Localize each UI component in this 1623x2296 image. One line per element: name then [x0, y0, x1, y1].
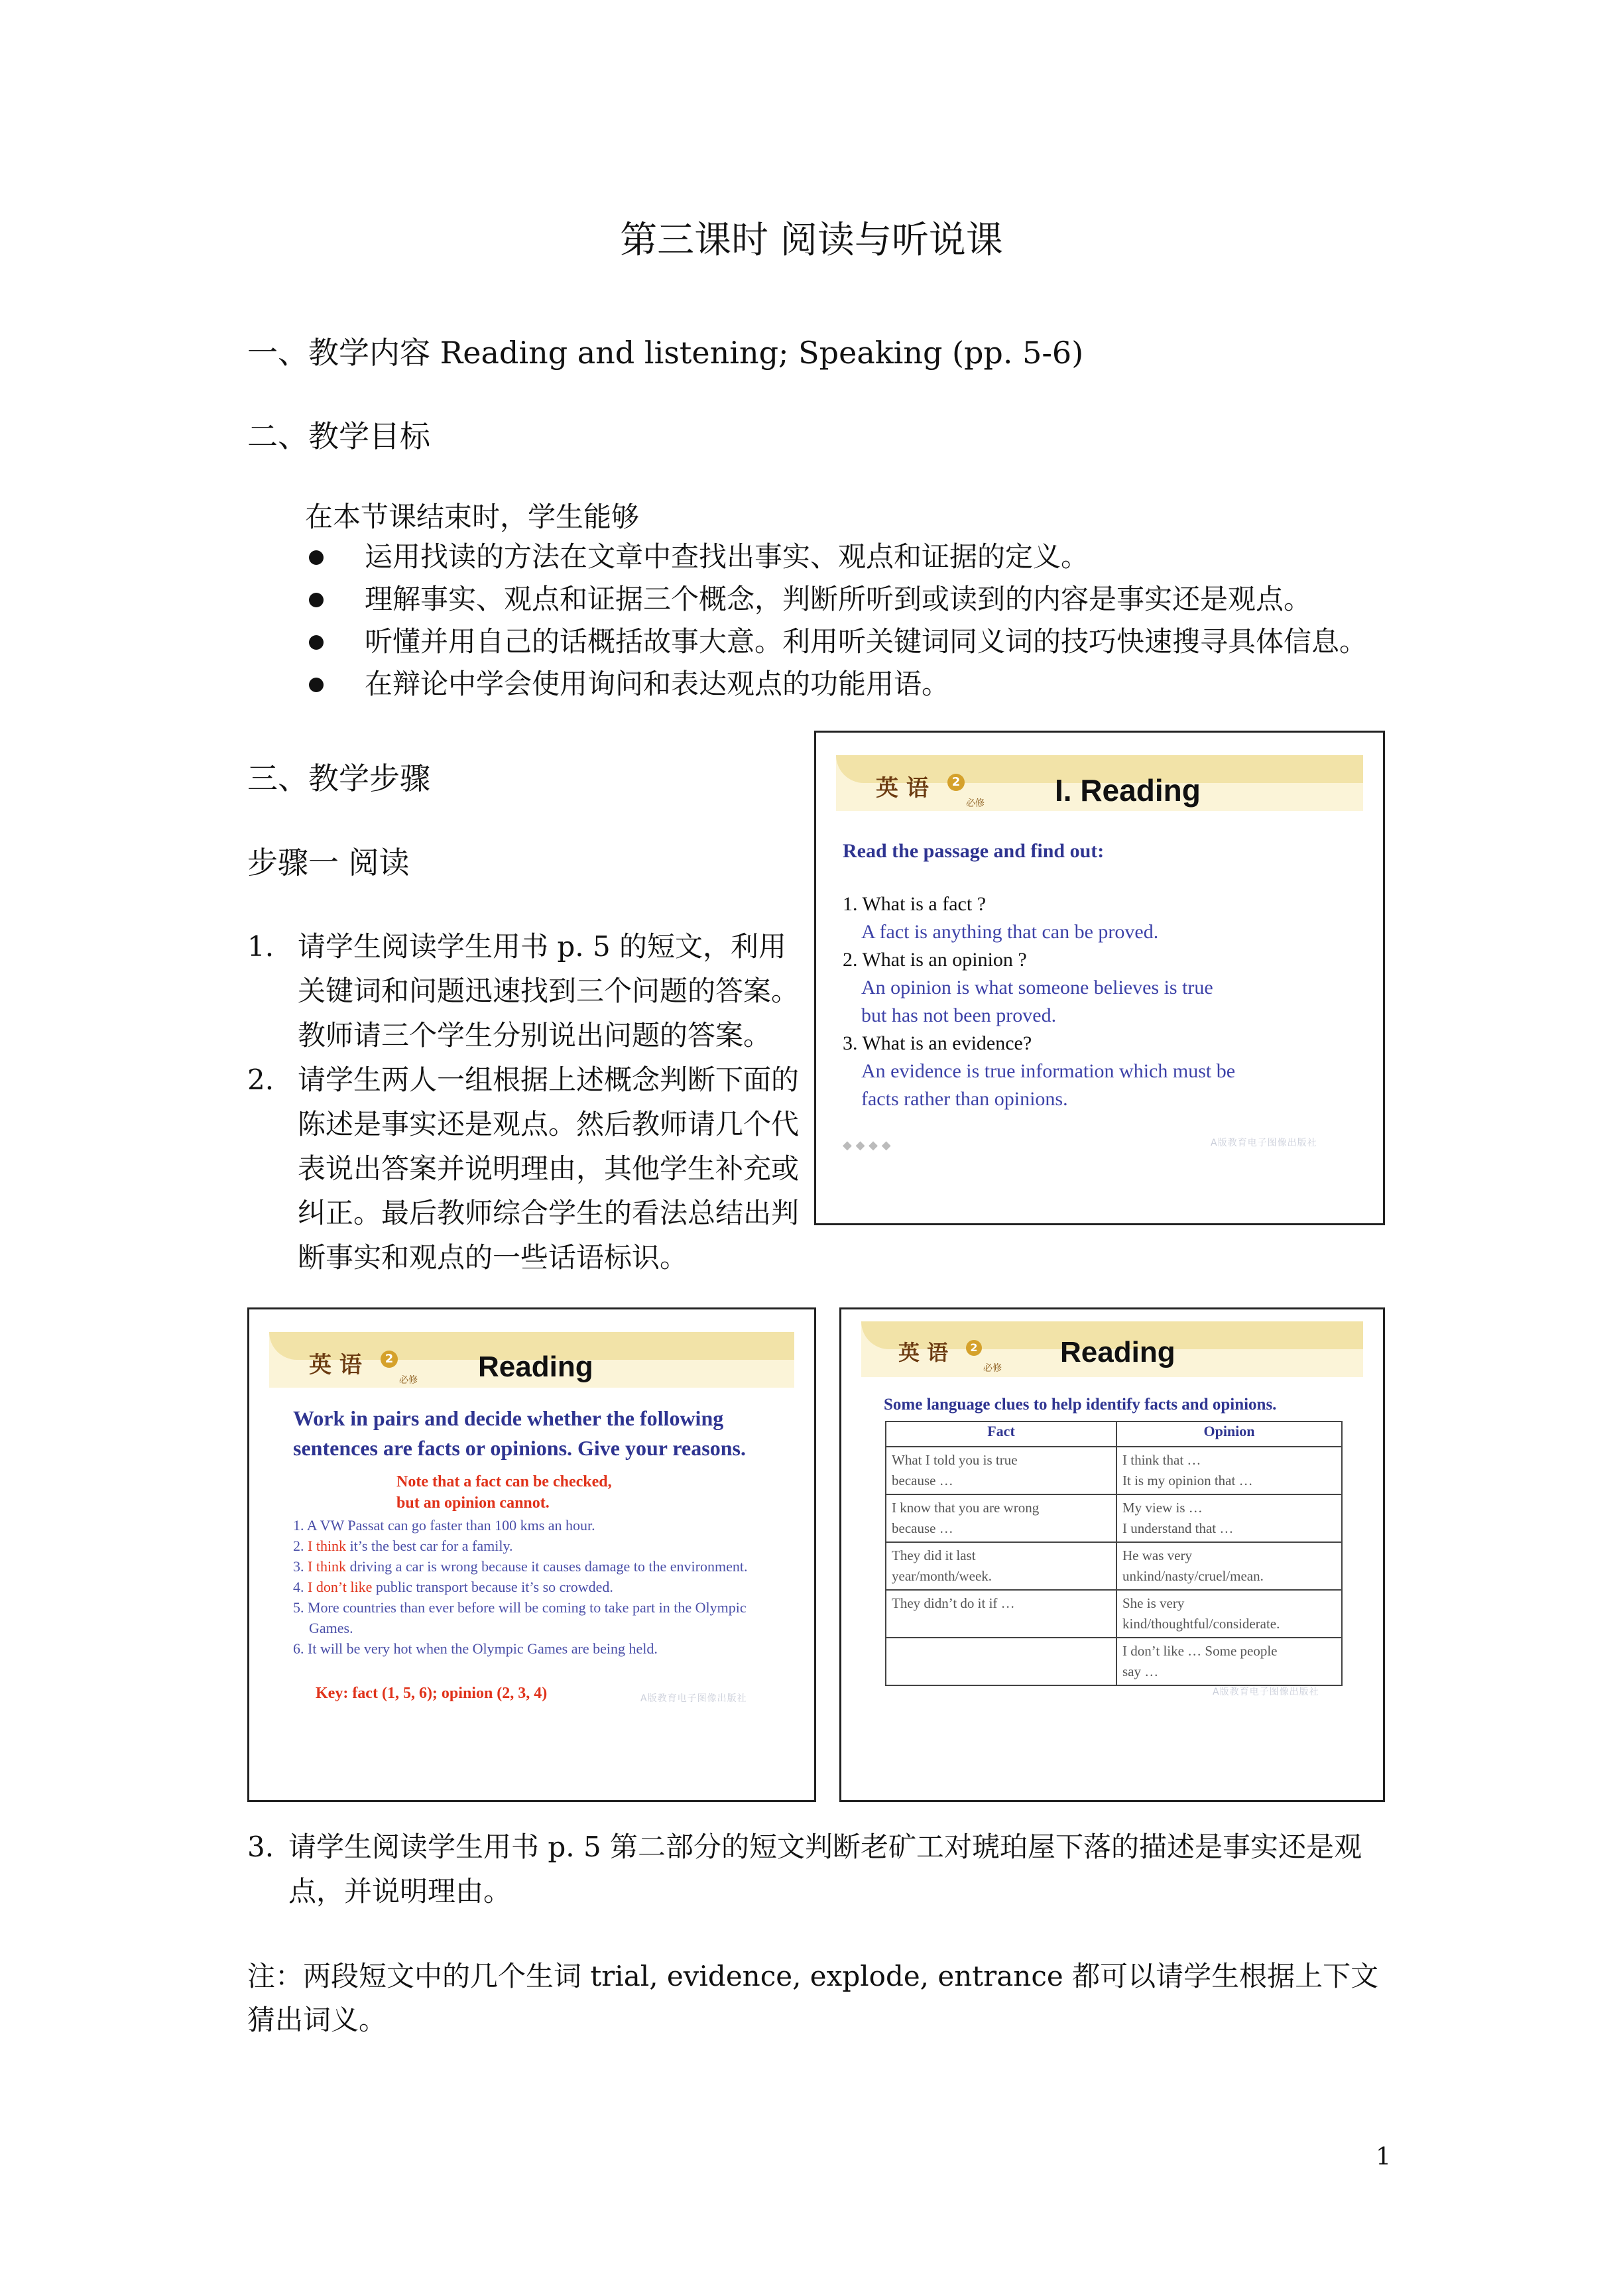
answer: but has not been proved.: [861, 1004, 1057, 1026]
cell-line: I know that you are wrong: [892, 1500, 1040, 1516]
slide-logo-text: 英 语: [898, 1340, 949, 1365]
page-number: 1: [1376, 2144, 1391, 2171]
answer: An opinion is what someone believes is true: [861, 977, 1213, 998]
cell-line: My view is …: [1122, 1500, 1203, 1516]
slide-instruction: Work in pairs and decide whether the following sentences are facts or opinions. Give your reasons.: [293, 1406, 746, 1460]
step-text: 请学生阅读学生用书 p. 5 第二部分的短文判断老矿工对琥珀屋下落的描述是事实还是观点，并说明理由。: [288, 1831, 1362, 1907]
opinion-marker: I think: [308, 1538, 347, 1554]
step-number: 1.: [247, 930, 274, 963]
slide-title: Reading: [478, 1351, 593, 1383]
cell-line: It is my opinion that …: [1122, 1473, 1253, 1488]
sentence-text: More countries than ever before will be coming to take part in the Olympic Games.: [308, 1599, 747, 1636]
slide-logo-badge: 2: [381, 1351, 398, 1368]
question: 2. What is an opinion ?: [843, 949, 1027, 971]
opinion-cell: [1116, 1542, 1342, 1590]
step-item: [247, 924, 801, 1057]
sentence-text: It will be very hot when the Olympic Games are being held.: [308, 1640, 658, 1657]
fact-cell: [886, 1590, 1116, 1638]
cell-line: They did it last: [892, 1547, 976, 1563]
sentence-text: A VW Passat can go faster than 100 kms an hour.: [306, 1517, 595, 1534]
slide-logo-badge: 2: [947, 774, 965, 791]
sentence-text: it’s the best car for a family.: [346, 1538, 513, 1554]
objectives-intro: 在本节课结束时，学生能够: [305, 501, 640, 533]
answer: A fact is anything that can be proved.: [861, 921, 1159, 943]
sentence-item: [293, 1577, 784, 1597]
slide-watermark: A版教育电子图像出版社: [1213, 1687, 1319, 1697]
sentence-item: [293, 1536, 784, 1556]
sentence-number: 6.: [293, 1640, 304, 1657]
cell-line: She is very: [1122, 1595, 1185, 1611]
sentence-item: [293, 1638, 784, 1659]
slide-language-clues: [839, 1307, 1385, 1802]
slide-logo-sub: 必修: [399, 1375, 418, 1386]
cell-line: They didn’t do it if …: [892, 1595, 1015, 1611]
opinion-cell: [1116, 1590, 1342, 1638]
answer-key: Key: fact (1, 5, 6); opinion (2, 3, 4): [316, 1685, 548, 1702]
fact-cell: [886, 1542, 1116, 1590]
sentence-text: driving a car is wrong because it causes damage to the environment.: [346, 1558, 748, 1575]
slide-facts-opinions-exercise: [247, 1307, 816, 1802]
cell-line: kind/thoughtful/considerate.: [1122, 1616, 1280, 1632]
section-1-heading: 一、教学内容 Reading and listening; Speaking (pp. 5-6): [247, 335, 1084, 371]
table-row: [886, 1494, 1342, 1542]
sentence-item: [293, 1556, 784, 1577]
slide-subtitle: Some language clues to help identify facts and opinions.: [884, 1396, 1277, 1414]
answer: An evidence is true information which must be: [861, 1060, 1236, 1082]
table-row: [886, 1447, 1342, 1494]
step-number: 2.: [247, 1063, 274, 1096]
cell-line: unkind/nasty/cruel/mean.: [1122, 1568, 1264, 1584]
fact-cell: [886, 1638, 1116, 1685]
table-row: [886, 1542, 1342, 1590]
cell-line: say …: [1122, 1663, 1159, 1679]
page-title: 第三课时 阅读与听说课: [620, 219, 1003, 262]
section-3-heading: 三、教学步骤: [247, 760, 430, 796]
slide-qa-list: [843, 890, 1235, 1113]
fact-cell: [886, 1447, 1116, 1494]
slide-logo-text: 英 语: [309, 1352, 362, 1378]
column-header-fact: Fact: [886, 1421, 1116, 1447]
cell-line: He was very: [1122, 1547, 1192, 1563]
slide-logo-text: 英 语: [876, 775, 929, 802]
cell-line: I understand that …: [1122, 1520, 1234, 1536]
cell-line: What I told you is true: [892, 1452, 1018, 1468]
sentence-number: 5.: [293, 1599, 304, 1616]
sentence-item: [293, 1597, 784, 1638]
steps-list-bottom: [247, 1825, 1388, 1913]
cell-line: because …: [892, 1520, 953, 1536]
slide-logo-badge: 2: [966, 1340, 982, 1356]
sentence-list: [293, 1515, 784, 1659]
table-header-row: [886, 1421, 1342, 1447]
question: 3. What is an evidence?: [843, 1032, 1032, 1054]
cell-line: I think that …: [1122, 1452, 1201, 1468]
sentence-item: [293, 1515, 784, 1536]
table-row: [886, 1638, 1342, 1685]
vocabulary-note: 注：两段短文中的几个生词 trial, evidence, explode, entrance 都可以请学生根据上下文猜出词义。: [247, 1960, 1379, 2036]
fact-cell: [886, 1494, 1116, 1542]
sentence-text: public transport because it’s so crowded.: [372, 1579, 613, 1595]
section-2-heading: 二、教学目标: [247, 418, 430, 454]
opinion-cell: [1116, 1447, 1342, 1494]
slide-title: Reading: [1060, 1336, 1175, 1368]
slide-nav-icons: ◆ ◆ ◆ ◆: [843, 1138, 891, 1152]
step-1-heading: 步骤一 阅读: [247, 845, 410, 880]
column-header-opinion: Opinion: [1116, 1421, 1342, 1447]
cell-line: because …: [892, 1473, 953, 1488]
opinion-cell: [1116, 1638, 1342, 1685]
slide-watermark: A版教育电子图像出版社: [640, 1693, 747, 1704]
objectives-list: [305, 536, 1432, 705]
slide-note: [396, 1471, 612, 1514]
step-text: 请学生两人一组根据上述概念判断下面的陈述是事实还是观点。然后教师请几个代表说出答案并说明理由，其他学生补充或纠正。最后教师综合学生的看法总结出判断事实和观点的一些话语标识。: [298, 1063, 800, 1274]
slide-subtitle: Read the passage and find out:: [843, 840, 1105, 862]
step-item: [247, 1057, 801, 1280]
cell-line: I don’t like … Some people: [1122, 1643, 1278, 1659]
step-number: 3.: [247, 1831, 274, 1863]
opinion-marker: I don’t like: [308, 1579, 373, 1595]
sentence-number: 3.: [293, 1558, 304, 1575]
objective-item: 理解事实、观点和证据三个概念，判断所听到或读到的内容是事实还是观点。: [305, 578, 1432, 621]
slide-logo-sub: 必修: [966, 798, 985, 809]
note-line: but an opinion cannot.: [396, 1494, 550, 1512]
slide-reading-definitions: [814, 731, 1385, 1225]
cell-line: year/month/week.: [892, 1568, 992, 1584]
objective-item: 运用找读的方法在文章中查找出事实、观点和证据的定义。: [305, 536, 1432, 578]
sentence-number: 1.: [293, 1517, 304, 1534]
step-text: 请学生阅读学生用书 p. 5 的短文，利用关键词和问题迅速找到三个问题的答案。教师请三个学生分别说出问题的答案。: [298, 930, 800, 1052]
steps-list-top: [247, 924, 801, 1280]
answer: facts rather than opinions.: [861, 1088, 1068, 1110]
language-clues-table: [885, 1421, 1343, 1686]
slide-watermark: A版教育电子图像出版社: [1211, 1138, 1317, 1148]
note-line: Note that a fact can be checked,: [396, 1473, 612, 1490]
slide-title: I. Reading: [1055, 773, 1201, 808]
opinion-marker: I think: [308, 1558, 347, 1575]
question: 1. What is a fact ?: [843, 893, 987, 915]
opinion-cell: [1116, 1494, 1342, 1542]
slide-logo-sub: 必修: [983, 1363, 1002, 1374]
step-item: [247, 1825, 1388, 1913]
objective-item: 在辩论中学会使用询问和表达观点的功能用语。: [305, 663, 1432, 705]
objective-item: 听懂并用自己的话概括故事大意。利用听关键词同义词的技巧快速搜寻具体信息。: [305, 621, 1432, 663]
sentence-number: 2.: [293, 1538, 304, 1554]
table-row: [886, 1590, 1342, 1638]
sentence-number: 4.: [293, 1579, 304, 1595]
